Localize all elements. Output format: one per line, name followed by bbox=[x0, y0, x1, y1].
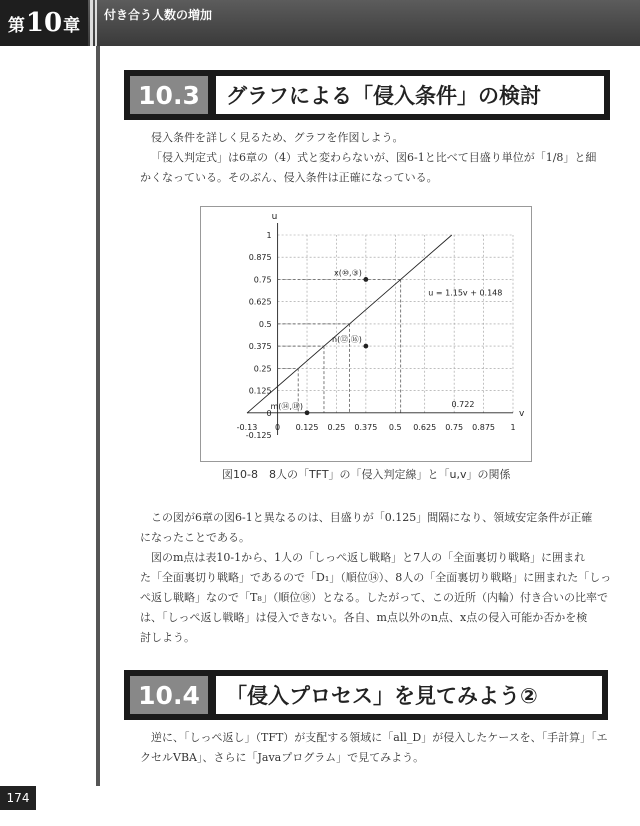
section-number: 10.3 bbox=[130, 76, 208, 114]
y-tick-label: -0.125 bbox=[245, 431, 272, 440]
y-tick-label: 0.875 bbox=[248, 253, 272, 263]
annotation-label: 0.722 bbox=[451, 399, 475, 409]
section-title: 「侵入プロセス」を見てみよう② bbox=[216, 676, 602, 714]
text-line: ぺ返し戦略」なので「T₈」（順位⑱）となる。したがって、この近所（内輪）付き合いの比率で bbox=[140, 591, 609, 604]
x-tick-label: 0.25 bbox=[327, 422, 346, 432]
y-tick-label: 0.375 bbox=[248, 342, 272, 352]
chapter-header-bar bbox=[0, 0, 640, 46]
chapter-number: 10 bbox=[25, 8, 63, 38]
text-line: た「全面裏切り戦略」であるので「D₁」（順位⑭）、8人の「全面裏切り戦略」に囲まれた「しっ bbox=[140, 571, 612, 584]
x-tick-label: 0.75 bbox=[445, 422, 464, 432]
data-point bbox=[363, 277, 368, 282]
y-axis-label: u bbox=[271, 212, 278, 222]
x-tick-label: 0.625 bbox=[413, 422, 437, 432]
header-divider bbox=[90, 0, 93, 46]
text-line: 「侵入判定式」は6章の（4）式と変わらないが、図6-1と比べて目盛り単位が「1/8」と細 bbox=[151, 151, 597, 164]
section-heading-10-4 bbox=[124, 670, 608, 720]
y-tick-label: 0.125 bbox=[248, 386, 272, 396]
y-tick-label: 0.25 bbox=[253, 364, 272, 374]
data-point-label: x(⑩,③) bbox=[334, 268, 362, 278]
chapter-title: 付き合う人数の増加 bbox=[104, 8, 213, 22]
chapter-suffix: 章 bbox=[63, 15, 81, 36]
y-tick-label: 0.75 bbox=[253, 275, 272, 285]
data-point bbox=[363, 344, 368, 349]
section-number: 10.4 bbox=[130, 676, 208, 714]
x-tick-label: 0.125 bbox=[295, 422, 319, 432]
y-tick-label: 0.625 bbox=[248, 297, 272, 307]
text-line: クセルVBA」、さらに「Javaプログラム」で見てみよう。 bbox=[140, 751, 425, 764]
x-axis-label: v bbox=[519, 408, 525, 419]
text-line: 侵入条件を詳しく見るため、グラフを作図しよう。 bbox=[151, 131, 404, 144]
page-number: 174 bbox=[0, 786, 36, 810]
data-point bbox=[305, 410, 310, 415]
chart-svg bbox=[201, 207, 531, 461]
page-gutter-line bbox=[96, 46, 100, 786]
section-heading-10-3 bbox=[124, 70, 610, 120]
text-line: 討しよう。 bbox=[140, 631, 195, 644]
chapter-label bbox=[0, 0, 88, 46]
figure-10-8 bbox=[200, 206, 532, 462]
x-tick-label: 0.375 bbox=[354, 422, 378, 432]
text-line: 逆に、「しっぺ返し」（TFT）が支配する領域に「all_D」が侵入したケースを、「手計算」「エ bbox=[151, 731, 608, 744]
section-title: グラフによる「侵入条件」の検討 bbox=[216, 76, 604, 114]
data-point-label: m(⑭,⑱) bbox=[270, 401, 304, 411]
x-tick-label: 0 bbox=[275, 422, 281, 432]
intro-paragraph bbox=[140, 128, 610, 188]
text-line: かくなっている。そのぶん、侵入条件は正確になっている。 bbox=[140, 171, 438, 184]
y-tick-label: 0 bbox=[266, 408, 272, 418]
x-tick-label: -0.13 bbox=[236, 422, 258, 432]
data-point-label: n(⑫,⑯) bbox=[332, 335, 362, 345]
y-tick-label: 0.5 bbox=[258, 319, 272, 329]
text-line: は、「しっぺ返し戦略」は侵入できない。各自、m点以外のn点、x点の侵入可能か否かを検 bbox=[140, 611, 588, 624]
outro-paragraph bbox=[140, 728, 610, 768]
figure-caption: 図10-8 8人の「TFT」の「侵入判定線」と「u,v」の関係 bbox=[222, 468, 511, 481]
y-tick-label: 1 bbox=[266, 231, 272, 240]
body-paragraph bbox=[140, 508, 610, 648]
series-label: u = 1.15v + 0.148 bbox=[428, 288, 503, 298]
text-line: になったことである。 bbox=[140, 531, 250, 544]
chapter-prefix: 第 bbox=[7, 15, 25, 36]
header-divider bbox=[95, 0, 97, 46]
text-line: 図のm点は表10-1から、1人の「しっぺ返し戦略」と7人の「全面裏切り戦略」に囲まれ bbox=[151, 551, 586, 564]
x-tick-label: 0.5 bbox=[388, 422, 402, 432]
x-tick-label: 0.875 bbox=[472, 422, 496, 432]
text-line: この図が6章の図6-1と異なるのは、目盛りが「0.125」間隔になり、領域安定条件が正確 bbox=[151, 511, 593, 524]
x-tick-label: 1 bbox=[510, 422, 516, 432]
